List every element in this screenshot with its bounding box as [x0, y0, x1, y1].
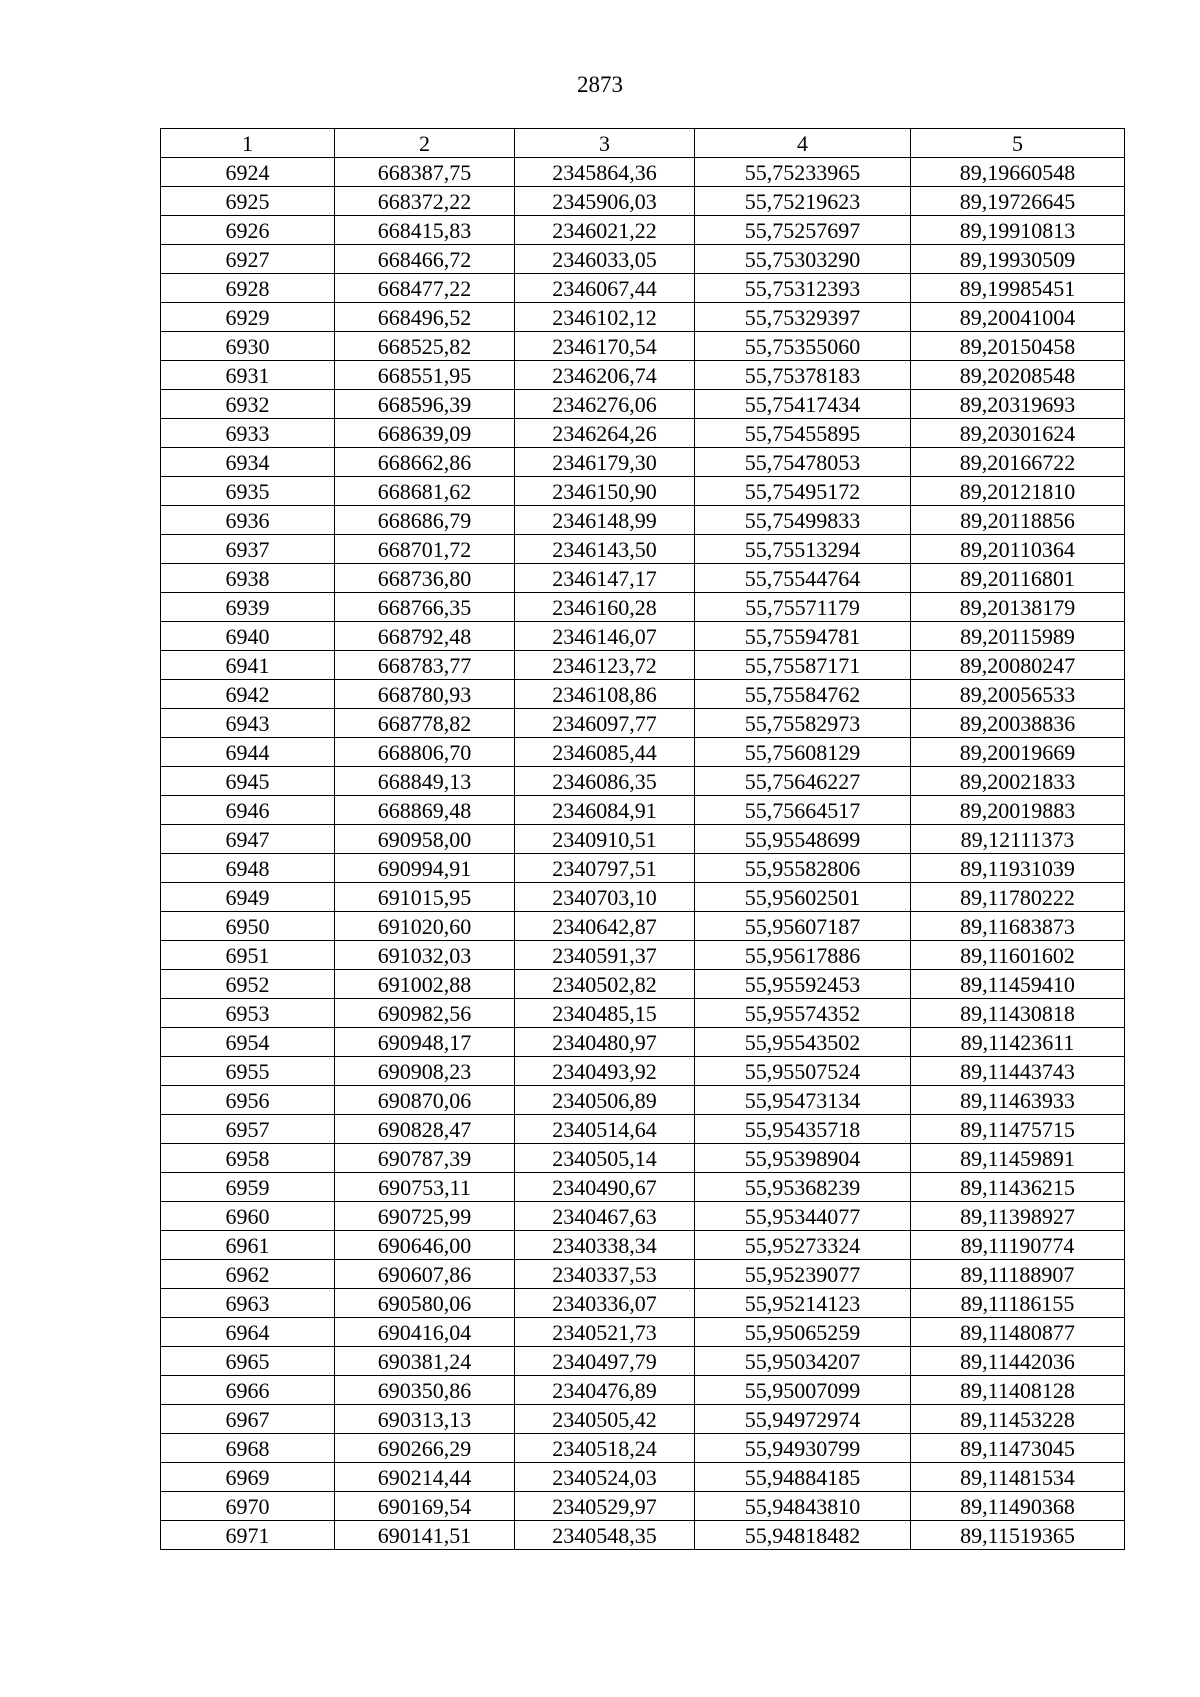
table-cell-col-5: 89,11480877: [911, 1318, 1125, 1347]
table-cell-col-4: 55,75355060: [695, 332, 911, 361]
table-cell-col-1: 6941: [161, 651, 335, 680]
table-body: [161, 158, 1125, 1550]
table-cell-col-3: 2346148,99: [515, 506, 695, 535]
table-cell-col-1: 6924: [161, 158, 335, 187]
table-cell-col-3: 2340505,42: [515, 1405, 695, 1434]
table-cell-col-1: 6970: [161, 1492, 335, 1521]
table-cell-col-1: 6944: [161, 738, 335, 767]
table-cell-col-5: 89,11453228: [911, 1405, 1125, 1434]
table-cell-col-3: 2340338,34: [515, 1231, 695, 1260]
table-cell-col-4: 55,75257697: [695, 216, 911, 245]
table-cell-col-1: 6968: [161, 1434, 335, 1463]
table-cell-col-4: 55,95602501: [695, 883, 911, 912]
table-cell-col-2: 690141,51: [335, 1521, 515, 1550]
table-cell-col-1: 6934: [161, 448, 335, 477]
table-row: [161, 1115, 1125, 1144]
table-cell-col-2: 668806,70: [335, 738, 515, 767]
table-cell-col-1: 6925: [161, 187, 335, 216]
table-cell-col-5: 89,11408128: [911, 1376, 1125, 1405]
table-cell-col-4: 55,95368239: [695, 1173, 911, 1202]
table-row: [161, 999, 1125, 1028]
table-cell-col-2: 668525,82: [335, 332, 515, 361]
table-cell-col-4: 55,94972974: [695, 1405, 911, 1434]
table-row: [161, 245, 1125, 274]
table-cell-col-1: 6933: [161, 419, 335, 448]
table-cell-col-1: 6931: [161, 361, 335, 390]
table-cell-col-4: 55,75329397: [695, 303, 911, 332]
table-cell-col-4: 55,95344077: [695, 1202, 911, 1231]
table-cell-col-3: 2346146,07: [515, 622, 695, 651]
table-cell-col-4: 55,75664517: [695, 796, 911, 825]
table-cell-col-2: 668596,39: [335, 390, 515, 419]
table-cell-col-5: 89,20138179: [911, 593, 1125, 622]
table-cell-col-5: 89,11459410: [911, 970, 1125, 999]
table-cell-col-3: 2346147,17: [515, 564, 695, 593]
table-cell-col-1: 6963: [161, 1289, 335, 1318]
table-cell-col-5: 89,11519365: [911, 1521, 1125, 1550]
table-cell-col-2: 691020,60: [335, 912, 515, 941]
table-cell-col-5: 89,20110364: [911, 535, 1125, 564]
table-cell-col-5: 89,19660548: [911, 158, 1125, 187]
table-cell-col-3: 2340910,51: [515, 825, 695, 854]
table-cell-col-2: 668869,48: [335, 796, 515, 825]
table-cell-col-1: 6942: [161, 680, 335, 709]
table-cell-col-1: 6928: [161, 274, 335, 303]
table-cell-col-3: 2340493,92: [515, 1057, 695, 1086]
table-cell-col-4: 55,75608129: [695, 738, 911, 767]
table-cell-col-5: 89,20019669: [911, 738, 1125, 767]
table-cell-col-2: 690350,86: [335, 1376, 515, 1405]
table-cell-col-4: 55,75646227: [695, 767, 911, 796]
table-cell-col-2: 668662,86: [335, 448, 515, 477]
table-cell-col-4: 55,95592453: [695, 970, 911, 999]
table-row: [161, 506, 1125, 535]
column-header-5: 5: [911, 129, 1125, 158]
table-cell-col-2: 668551,95: [335, 361, 515, 390]
table-cell-col-3: 2340703,10: [515, 883, 695, 912]
table-cell-col-4: 55,95507524: [695, 1057, 911, 1086]
table-cell-col-5: 89,11780222: [911, 883, 1125, 912]
table-cell-col-3: 2346179,30: [515, 448, 695, 477]
table-row: [161, 1260, 1125, 1289]
table-cell-col-3: 2346264,26: [515, 419, 695, 448]
table-cell-col-2: 690313,13: [335, 1405, 515, 1434]
table-cell-col-4: 55,95239077: [695, 1260, 911, 1289]
table-cell-col-4: 55,75378183: [695, 361, 911, 390]
table-row: [161, 1144, 1125, 1173]
table-cell-col-3: 2340514,64: [515, 1115, 695, 1144]
table-cell-col-4: 55,94843810: [695, 1492, 911, 1521]
table-cell-col-2: 690908,23: [335, 1057, 515, 1086]
table-cell-col-2: 668766,35: [335, 593, 515, 622]
table-cell-col-1: 6957: [161, 1115, 335, 1144]
table-cell-col-5: 89,19726645: [911, 187, 1125, 216]
table-cell-col-3: 2346123,72: [515, 651, 695, 680]
table-cell-col-1: 6939: [161, 593, 335, 622]
table-row: [161, 1057, 1125, 1086]
table-cell-col-1: 6936: [161, 506, 335, 535]
table-cell-col-5: 89,11601602: [911, 941, 1125, 970]
table-cell-col-5: 89,11931039: [911, 854, 1125, 883]
table-cell-col-1: 6950: [161, 912, 335, 941]
table-cell-col-5: 89,20121810: [911, 477, 1125, 506]
table-cell-col-2: 668701,72: [335, 535, 515, 564]
table-cell-col-5: 89,20150458: [911, 332, 1125, 361]
table-cell-col-4: 55,75499833: [695, 506, 911, 535]
table-row: [161, 622, 1125, 651]
table-cell-col-1: 6940: [161, 622, 335, 651]
table-row: [161, 593, 1125, 622]
table-cell-col-3: 2346170,54: [515, 332, 695, 361]
table-cell-col-1: 6938: [161, 564, 335, 593]
table-row: [161, 680, 1125, 709]
table-cell-col-4: 55,95214123: [695, 1289, 911, 1318]
table-cell-col-5: 89,19985451: [911, 274, 1125, 303]
table-cell-col-2: 668778,82: [335, 709, 515, 738]
table-cell-col-3: 2340521,73: [515, 1318, 695, 1347]
table-cell-col-1: 6943: [161, 709, 335, 738]
table-cell-col-1: 6945: [161, 767, 335, 796]
table-row: [161, 1202, 1125, 1231]
table-cell-col-4: 55,75417434: [695, 390, 911, 419]
table-cell-col-3: 2340797,51: [515, 854, 695, 883]
table-cell-col-2: 690870,06: [335, 1086, 515, 1115]
table-cell-col-4: 55,94818482: [695, 1521, 911, 1550]
table-cell-col-4: 55,75587171: [695, 651, 911, 680]
table-cell-col-5: 89,20118856: [911, 506, 1125, 535]
table-cell-col-3: 2340467,63: [515, 1202, 695, 1231]
table-cell-col-3: 2346160,28: [515, 593, 695, 622]
table-row: [161, 1434, 1125, 1463]
table-cell-col-1: 6954: [161, 1028, 335, 1057]
table-cell-col-2: 690580,06: [335, 1289, 515, 1318]
table-cell-col-3: 2345864,36: [515, 158, 695, 187]
table-row: [161, 912, 1125, 941]
table-row: [161, 1405, 1125, 1434]
table-cell-col-5: 89,11683873: [911, 912, 1125, 941]
table-row: [161, 1376, 1125, 1405]
table-cell-col-4: 55,95548699: [695, 825, 911, 854]
table-cell-col-2: 690994,91: [335, 854, 515, 883]
table-cell-col-3: 2346276,06: [515, 390, 695, 419]
table-cell-col-1: 6930: [161, 332, 335, 361]
column-header-1: 1: [161, 129, 335, 158]
table-cell-col-1: 6958: [161, 1144, 335, 1173]
table-cell-col-1: 6961: [161, 1231, 335, 1260]
table-cell-col-2: 668792,48: [335, 622, 515, 651]
table-row: [161, 187, 1125, 216]
table-cell-col-5: 89,11423611: [911, 1028, 1125, 1057]
table-row: [161, 738, 1125, 767]
table-cell-col-3: 2346206,74: [515, 361, 695, 390]
table-cell-col-4: 55,95007099: [695, 1376, 911, 1405]
table-cell-col-5: 89,11443743: [911, 1057, 1125, 1086]
table-cell-col-1: 6962: [161, 1260, 335, 1289]
table-cell-col-2: 690982,56: [335, 999, 515, 1028]
table-row: [161, 1347, 1125, 1376]
table-cell-col-4: 55,75219623: [695, 187, 911, 216]
table-cell-col-1: 6967: [161, 1405, 335, 1434]
table-cell-col-1: 6949: [161, 883, 335, 912]
table-cell-col-2: 690646,00: [335, 1231, 515, 1260]
table-cell-col-4: 55,95582806: [695, 854, 911, 883]
table-row: [161, 709, 1125, 738]
table-cell-col-3: 2340337,53: [515, 1260, 695, 1289]
table-cell-col-2: 691015,95: [335, 883, 515, 912]
table-cell-col-2: 668681,62: [335, 477, 515, 506]
table-cell-col-1: 6937: [161, 535, 335, 564]
table-cell-col-3: 2346086,35: [515, 767, 695, 796]
table-cell-col-5: 89,20116801: [911, 564, 1125, 593]
table-cell-col-2: 690607,86: [335, 1260, 515, 1289]
table-cell-col-4: 55,75594781: [695, 622, 911, 651]
table-cell-col-4: 55,75312393: [695, 274, 911, 303]
table-cell-col-3: 2340524,03: [515, 1463, 695, 1492]
table-row: [161, 1289, 1125, 1318]
table-row: [161, 1521, 1125, 1550]
table-cell-col-4: 55,94930799: [695, 1434, 911, 1463]
table-cell-col-5: 89,11190774: [911, 1231, 1125, 1260]
table-cell-col-4: 55,75478053: [695, 448, 911, 477]
table-row: [161, 825, 1125, 854]
table-cell-col-2: 668477,22: [335, 274, 515, 303]
table-cell-col-5: 89,11481534: [911, 1463, 1125, 1492]
table-cell-col-2: 690958,00: [335, 825, 515, 854]
table-cell-col-2: 690753,11: [335, 1173, 515, 1202]
table-row: [161, 1318, 1125, 1347]
table-cell-col-3: 2345906,03: [515, 187, 695, 216]
table-row: [161, 419, 1125, 448]
table-row: [161, 564, 1125, 593]
table-cell-col-2: 668686,79: [335, 506, 515, 535]
header-row: [161, 129, 1125, 158]
table-cell-col-4: 55,95607187: [695, 912, 911, 941]
table-cell-col-1: 6955: [161, 1057, 335, 1086]
table-cell-col-1: 6965: [161, 1347, 335, 1376]
table-cell-col-3: 2340480,97: [515, 1028, 695, 1057]
table-cell-col-5: 89,19910813: [911, 216, 1125, 245]
table-row: [161, 1028, 1125, 1057]
table-cell-col-4: 55,75455895: [695, 419, 911, 448]
table-cell-col-1: 6946: [161, 796, 335, 825]
table-cell-col-3: 2340476,89: [515, 1376, 695, 1405]
table-cell-col-3: 2340506,89: [515, 1086, 695, 1115]
table-cell-col-5: 89,11459891: [911, 1144, 1125, 1173]
table-row: [161, 796, 1125, 825]
table-cell-col-5: 89,11186155: [911, 1289, 1125, 1318]
column-header-3: 3: [515, 129, 695, 158]
table-cell-col-5: 89,20021833: [911, 767, 1125, 796]
table-cell-col-5: 89,20019883: [911, 796, 1125, 825]
table-cell-col-3: 2340502,82: [515, 970, 695, 999]
table-cell-col-2: 690725,99: [335, 1202, 515, 1231]
table-cell-col-4: 55,95435718: [695, 1115, 911, 1144]
table-cell-col-2: 690169,54: [335, 1492, 515, 1521]
table-cell-col-3: 2340490,67: [515, 1173, 695, 1202]
table-cell-col-4: 55,95473134: [695, 1086, 911, 1115]
column-header-2: 2: [335, 129, 515, 158]
table-cell-col-1: 6935: [161, 477, 335, 506]
table-cell-col-1: 6929: [161, 303, 335, 332]
table-row: [161, 651, 1125, 680]
table-cell-col-4: 55,75571179: [695, 593, 911, 622]
table-cell-col-2: 668849,13: [335, 767, 515, 796]
table-row: [161, 274, 1125, 303]
table-cell-col-4: 55,75513294: [695, 535, 911, 564]
table-cell-col-3: 2340505,14: [515, 1144, 695, 1173]
table-cell-col-5: 89,11463933: [911, 1086, 1125, 1115]
table-cell-col-1: 6948: [161, 854, 335, 883]
table-row: [161, 1492, 1125, 1521]
table-cell-col-2: 690416,04: [335, 1318, 515, 1347]
table-cell-col-5: 89,20056533: [911, 680, 1125, 709]
table-row: [161, 390, 1125, 419]
table-cell-col-3: 2340642,87: [515, 912, 695, 941]
table-row: [161, 158, 1125, 187]
table-cell-col-5: 89,20166722: [911, 448, 1125, 477]
table-cell-col-5: 89,11473045: [911, 1434, 1125, 1463]
table-cell-col-4: 55,94884185: [695, 1463, 911, 1492]
table-row: [161, 767, 1125, 796]
table-cell-col-1: 6947: [161, 825, 335, 854]
table-cell-col-5: 89,20208548: [911, 361, 1125, 390]
table-cell-col-3: 2346150,90: [515, 477, 695, 506]
table-cell-col-3: 2346033,05: [515, 245, 695, 274]
table-cell-col-2: 668639,09: [335, 419, 515, 448]
table-cell-col-2: 668466,72: [335, 245, 515, 274]
table-cell-col-5: 89,11442036: [911, 1347, 1125, 1376]
table-cell-col-2: 690787,39: [335, 1144, 515, 1173]
table-cell-col-1: 6956: [161, 1086, 335, 1115]
table-cell-col-4: 55,75303290: [695, 245, 911, 274]
table-cell-col-4: 55,95543502: [695, 1028, 911, 1057]
table-cell-col-2: 668415,83: [335, 216, 515, 245]
table-cell-col-2: 690214,44: [335, 1463, 515, 1492]
table-cell-col-1: 6960: [161, 1202, 335, 1231]
table-cell-col-5: 89,12111373: [911, 825, 1125, 854]
table-row: [161, 332, 1125, 361]
page-number: 2873: [577, 72, 623, 97]
table-cell-col-3: 2340529,97: [515, 1492, 695, 1521]
table-cell-col-4: 55,95034207: [695, 1347, 911, 1376]
table-cell-col-4: 55,75584762: [695, 680, 911, 709]
table-row: [161, 361, 1125, 390]
table-cell-col-2: 668736,80: [335, 564, 515, 593]
table-cell-col-4: 55,75582973: [695, 709, 911, 738]
table-row: [161, 535, 1125, 564]
table-cell-col-2: 668372,22: [335, 187, 515, 216]
table-cell-col-2: 691002,88: [335, 970, 515, 999]
table-cell-col-1: 6927: [161, 245, 335, 274]
table-cell-col-2: 691032,03: [335, 941, 515, 970]
table-cell-col-5: 89,11188907: [911, 1260, 1125, 1289]
table-row: [161, 1231, 1125, 1260]
table-cell-col-1: 6964: [161, 1318, 335, 1347]
table-row: [161, 303, 1125, 332]
table-cell-col-4: 55,95065259: [695, 1318, 911, 1347]
table-cell-col-5: 89,20080247: [911, 651, 1125, 680]
table-cell-col-4: 55,75495172: [695, 477, 911, 506]
table-cell-col-1: 6966: [161, 1376, 335, 1405]
table-cell-col-4: 55,75233965: [695, 158, 911, 187]
table-cell-col-1: 6951: [161, 941, 335, 970]
table-cell-col-3: 2340591,37: [515, 941, 695, 970]
table-cell-col-2: 690948,17: [335, 1028, 515, 1057]
table-cell-col-1: 6926: [161, 216, 335, 245]
table-cell-col-1: 6971: [161, 1521, 335, 1550]
table-row: [161, 448, 1125, 477]
table-cell-col-3: 2346143,50: [515, 535, 695, 564]
coordinates-table: [160, 128, 1125, 1550]
table-row: [161, 216, 1125, 245]
table-cell-col-1: 6969: [161, 1463, 335, 1492]
table-row: [161, 477, 1125, 506]
table-cell-col-5: 89,20319693: [911, 390, 1125, 419]
column-header-4: 4: [695, 129, 911, 158]
table-cell-col-2: 690266,29: [335, 1434, 515, 1463]
table-cell-col-4: 55,95574352: [695, 999, 911, 1028]
table-row: [161, 854, 1125, 883]
table-cell-col-3: 2346067,44: [515, 274, 695, 303]
table-cell-col-3: 2340497,79: [515, 1347, 695, 1376]
table-cell-col-4: 55,75544764: [695, 564, 911, 593]
table-cell-col-3: 2340548,35: [515, 1521, 695, 1550]
table-row: [161, 1086, 1125, 1115]
table-cell-col-4: 55,95273324: [695, 1231, 911, 1260]
table-cell-col-3: 2340336,07: [515, 1289, 695, 1318]
table-header: [161, 129, 1125, 158]
table-cell-col-5: 89,11475715: [911, 1115, 1125, 1144]
table-cell-col-2: 668496,52: [335, 303, 515, 332]
table-cell-col-3: 2346084,91: [515, 796, 695, 825]
table-cell-col-4: 55,95398904: [695, 1144, 911, 1173]
table-cell-col-5: 89,20041004: [911, 303, 1125, 332]
table-cell-col-1: 6952: [161, 970, 335, 999]
table-cell-col-5: 89,20301624: [911, 419, 1125, 448]
table-cell-col-3: 2346097,77: [515, 709, 695, 738]
table-cell-col-5: 89,11490368: [911, 1492, 1125, 1521]
table-cell-col-2: 668783,77: [335, 651, 515, 680]
table-cell-col-1: 6959: [161, 1173, 335, 1202]
table-cell-col-3: 2346102,12: [515, 303, 695, 332]
table-cell-col-3: 2346021,22: [515, 216, 695, 245]
table-row: [161, 1173, 1125, 1202]
table-cell-col-4: 55,95617886: [695, 941, 911, 970]
table-cell-col-5: 89,20038836: [911, 709, 1125, 738]
table-row: [161, 970, 1125, 999]
table-cell-col-5: 89,20115989: [911, 622, 1125, 651]
table-cell-col-1: 6932: [161, 390, 335, 419]
table-cell-col-5: 89,11430818: [911, 999, 1125, 1028]
table-row: [161, 1463, 1125, 1492]
table-cell-col-3: 2340485,15: [515, 999, 695, 1028]
table-row: [161, 883, 1125, 912]
table-cell-col-2: 690828,47: [335, 1115, 515, 1144]
table-cell-col-1: 6953: [161, 999, 335, 1028]
table-cell-col-3: 2346085,44: [515, 738, 695, 767]
table-cell-col-3: 2346108,86: [515, 680, 695, 709]
table-cell-col-5: 89,19930509: [911, 245, 1125, 274]
table-cell-col-5: 89,11398927: [911, 1202, 1125, 1231]
table-cell-col-5: 89,11436215: [911, 1173, 1125, 1202]
table-cell-col-3: 2340518,24: [515, 1434, 695, 1463]
table-cell-col-2: 668780,93: [335, 680, 515, 709]
table-cell-col-2: 690381,24: [335, 1347, 515, 1376]
table-row: [161, 941, 1125, 970]
table-cell-col-2: 668387,75: [335, 158, 515, 187]
